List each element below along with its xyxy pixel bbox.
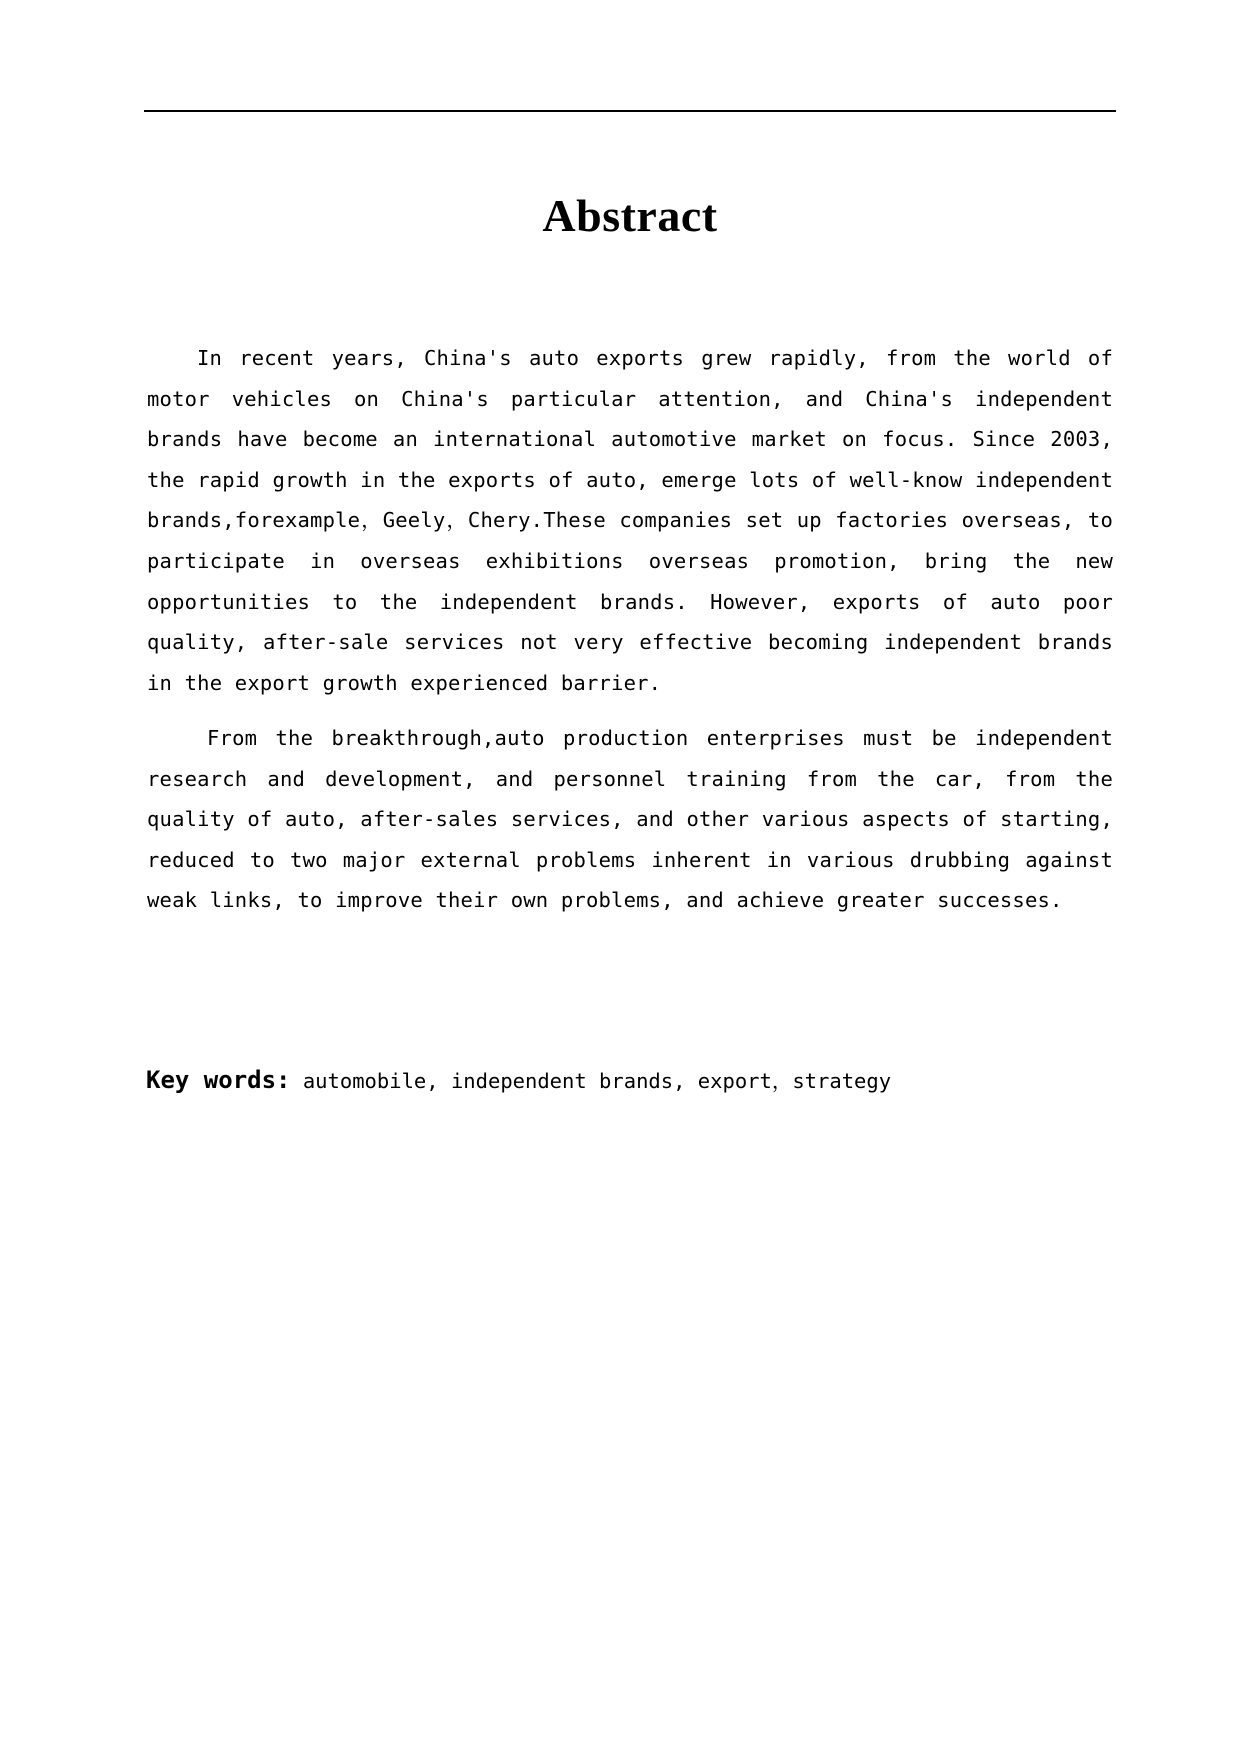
header-rule xyxy=(144,110,1116,112)
keywords-values: automobile, independent brands, export，strategy xyxy=(302,1069,892,1093)
keywords-label: Key words: xyxy=(146,1066,291,1094)
abstract-paragraph-1: In recent years, China's auto exports grew rapidly, from the world of motor vehicles on China's particular attention, and China's independent brands have become an international automotive market on focus. Since 2003, the rapid growth in the exports of auto, emerge lots of well-know independent brands,forexample，Geely，Chery.These companies set up factories overseas, to participate in overseas exhibitions overseas promotion, bring the new opportunities to the independent brands. However, exports of auto poor quality, after-sale services not very effective becoming independent brands in the export growth experienced barrier. xyxy=(147,346,1113,695)
abstract-paragraph-2: From the breakthrough,auto production enterprises must be independent research and development, and personnel training from the car, from the quality of auto, after-sales services, and other various aspects of starting, reduced to two major external problems inherent in various drubbing against weak links, to improve their own problems, and achieve greater successes. xyxy=(147,726,1113,913)
keywords-line xyxy=(146,1060,1112,1101)
abstract-title: Abstract xyxy=(542,190,718,241)
